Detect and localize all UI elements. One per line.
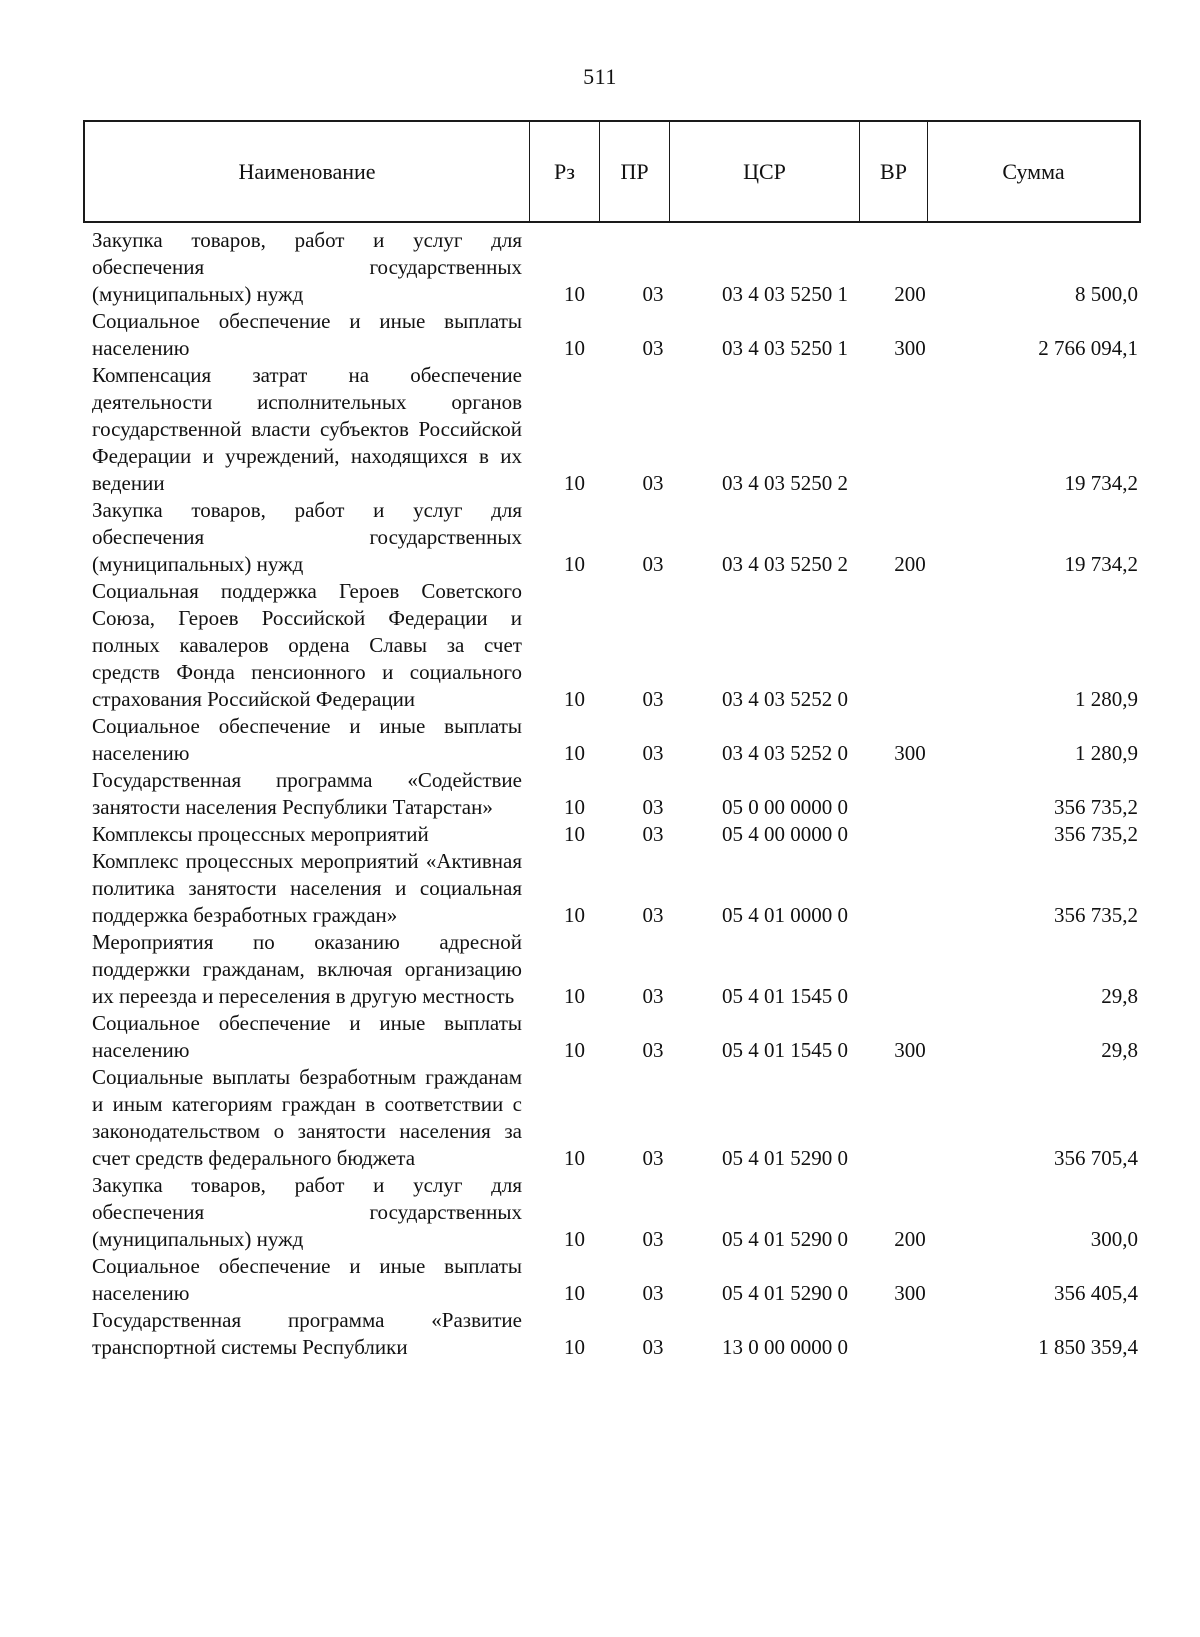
row-sum: 29,8 — [1101, 984, 1138, 1008]
row-rz: 10 — [564, 471, 585, 495]
row-sum: 356 705,4 — [1054, 1146, 1138, 1170]
row-sum: 356 405,4 — [1054, 1281, 1138, 1305]
row-csr: 05 4 01 0000 0 — [722, 903, 848, 927]
row-rz: 10 — [564, 984, 585, 1008]
table-row — [92, 1064, 1138, 1172]
row-name: Государственная программа «Развитие транспортной системы Республики — [92, 1308, 522, 1359]
row-name: Закупка товаров, работ и услуг для обеспечения государственных (муниципальных) нужд — [92, 228, 522, 306]
row-pr: 03 — [642, 1038, 664, 1062]
table-header — [83, 120, 1141, 223]
row-pr: 03 — [642, 741, 664, 765]
table-body — [92, 227, 1138, 1361]
row-csr: 05 4 01 5290 0 — [722, 1281, 848, 1305]
row-rz: 10 — [564, 282, 585, 306]
row-name: Социальное обеспечение и иные выплаты населению — [92, 1011, 522, 1062]
table-row — [92, 767, 1138, 821]
header-csr: ЦСР — [670, 122, 860, 221]
page-number: 511 — [583, 64, 617, 89]
row-name: Комплексы процессных мероприятий — [92, 822, 429, 846]
row-pr: 03 — [642, 903, 664, 927]
row-rz: 10 — [564, 1227, 585, 1251]
row-rz: 10 — [564, 336, 585, 360]
row-name: Государственная программа «Содействие занятости населения Республики Татарстан» — [92, 768, 522, 819]
row-csr: 03 4 03 5250 2 — [722, 471, 848, 495]
row-sum: 19 734,2 — [1064, 552, 1138, 576]
table-row — [92, 848, 1138, 929]
row-csr: 13 0 00 0000 0 — [722, 1335, 848, 1359]
row-sum: 8 500,0 — [1075, 282, 1138, 306]
row-vr: 300 — [894, 1038, 926, 1062]
row-pr: 03 — [642, 1146, 664, 1170]
row-pr: 03 — [642, 984, 664, 1008]
header-pr: ПР — [600, 122, 670, 221]
row-vr: 300 — [894, 1281, 926, 1305]
row-csr: 05 4 01 5290 0 — [722, 1146, 848, 1170]
row-name: Комплекс процессных мероприятий «Активная политика занятости населения и социальная поддержка безработных граждан» — [92, 849, 522, 927]
table-row — [92, 578, 1138, 713]
table-row — [92, 1010, 1138, 1064]
row-rz: 10 — [564, 1281, 585, 1305]
row-name: Компенсация затрат на обеспечение деятельности исполнительных органов государственной власти субъектов Российской Федерации и учреждений, находящихся в их ведении — [92, 363, 522, 495]
row-pr: 03 — [642, 687, 664, 711]
row-vr: 200 — [894, 282, 926, 306]
row-pr: 03 — [642, 552, 664, 576]
row-pr: 03 — [642, 1227, 664, 1251]
row-pr: 03 — [642, 471, 664, 495]
table-row — [92, 308, 1138, 362]
row-csr: 05 4 01 5290 0 — [722, 1227, 848, 1251]
row-name: Социальное обеспечение и иные выплаты населению — [92, 309, 522, 360]
row-pr: 03 — [642, 822, 664, 846]
row-sum: 29,8 — [1101, 1038, 1138, 1062]
row-rz: 10 — [564, 1146, 585, 1170]
row-name: Социальная поддержка Героев Советского Союза, Героев Российской Федерации и полных кавалеров ордена Славы за счет средств Фонда пенсионного и социального страхования Российской Федерации — [92, 579, 522, 711]
row-rz: 10 — [564, 795, 585, 819]
row-rz: 10 — [564, 741, 585, 765]
row-rz: 10 — [564, 1335, 585, 1359]
table-row — [92, 821, 1138, 848]
row-sum: 356 735,2 — [1054, 822, 1138, 846]
row-csr: 03 4 03 5252 0 — [722, 741, 848, 765]
row-sum: 1 280,9 — [1075, 741, 1138, 765]
table-row — [92, 1253, 1138, 1307]
table-row — [92, 713, 1138, 767]
row-name: Закупка товаров, работ и услуг для обеспечения государственных (муниципальных) нужд — [92, 498, 522, 576]
row-pr: 03 — [642, 282, 664, 306]
row-sum: 1 280,9 — [1075, 687, 1138, 711]
header-name: Наименование — [85, 122, 530, 221]
row-pr: 03 — [642, 1335, 664, 1359]
row-vr: 200 — [894, 1227, 926, 1251]
row-rz: 10 — [564, 822, 585, 846]
row-vr: 300 — [894, 741, 926, 765]
row-name: Социальное обеспечение и иные выплаты населению — [92, 714, 522, 765]
row-rz: 10 — [564, 903, 585, 927]
header-sum: Сумма — [1002, 158, 1065, 184]
row-csr: 03 4 03 5250 1 — [722, 282, 848, 306]
header-vr: ВР — [860, 122, 928, 221]
table-row — [92, 362, 1138, 497]
table-row — [92, 1172, 1138, 1253]
row-rz: 10 — [564, 552, 585, 576]
row-csr: 05 4 01 1545 0 — [722, 984, 848, 1008]
table-row — [92, 497, 1138, 578]
row-rz: 10 — [564, 1038, 585, 1062]
row-pr: 03 — [642, 795, 664, 819]
row-csr: 05 0 00 0000 0 — [722, 795, 848, 819]
header-rz: Рз — [530, 122, 600, 221]
row-csr: 03 4 03 5252 0 — [722, 687, 848, 711]
row-csr: 05 4 00 0000 0 — [722, 822, 848, 846]
row-csr: 03 4 03 5250 2 — [722, 552, 848, 576]
row-name: Социальные выплаты безработным гражданам и иным категориям граждан в соответствии с законодательством о занятости населения за счет средств федерального бюджета — [92, 1065, 522, 1170]
row-csr: 05 4 01 1545 0 — [722, 1038, 848, 1062]
row-sum: 1 850 359,4 — [1038, 1335, 1138, 1359]
row-pr: 03 — [642, 1281, 664, 1305]
row-vr: 300 — [894, 336, 926, 360]
row-name: Закупка товаров, работ и услуг для обеспечения государственных (муниципальных) нужд — [92, 1173, 522, 1251]
row-name: Социальное обеспечение и иные выплаты населению — [92, 1254, 522, 1305]
row-rz: 10 — [564, 687, 585, 711]
row-vr: 200 — [894, 552, 926, 576]
table-row — [92, 1307, 1138, 1361]
table-row — [92, 929, 1138, 1010]
row-sum: 2 766 094,1 — [1038, 336, 1138, 360]
row-sum: 19 734,2 — [1064, 471, 1138, 495]
table-row — [92, 227, 1138, 308]
row-csr: 03 4 03 5250 1 — [722, 336, 848, 360]
row-sum: 356 735,2 — [1054, 795, 1138, 819]
row-name: Мероприятия по оказанию адресной поддержки гражданам, включая организацию их переезда и переселения в другую местность — [92, 930, 522, 1008]
row-sum: 356 735,2 — [1054, 903, 1138, 927]
row-pr: 03 — [642, 336, 664, 360]
row-sum: 300,0 — [1090, 1227, 1138, 1251]
